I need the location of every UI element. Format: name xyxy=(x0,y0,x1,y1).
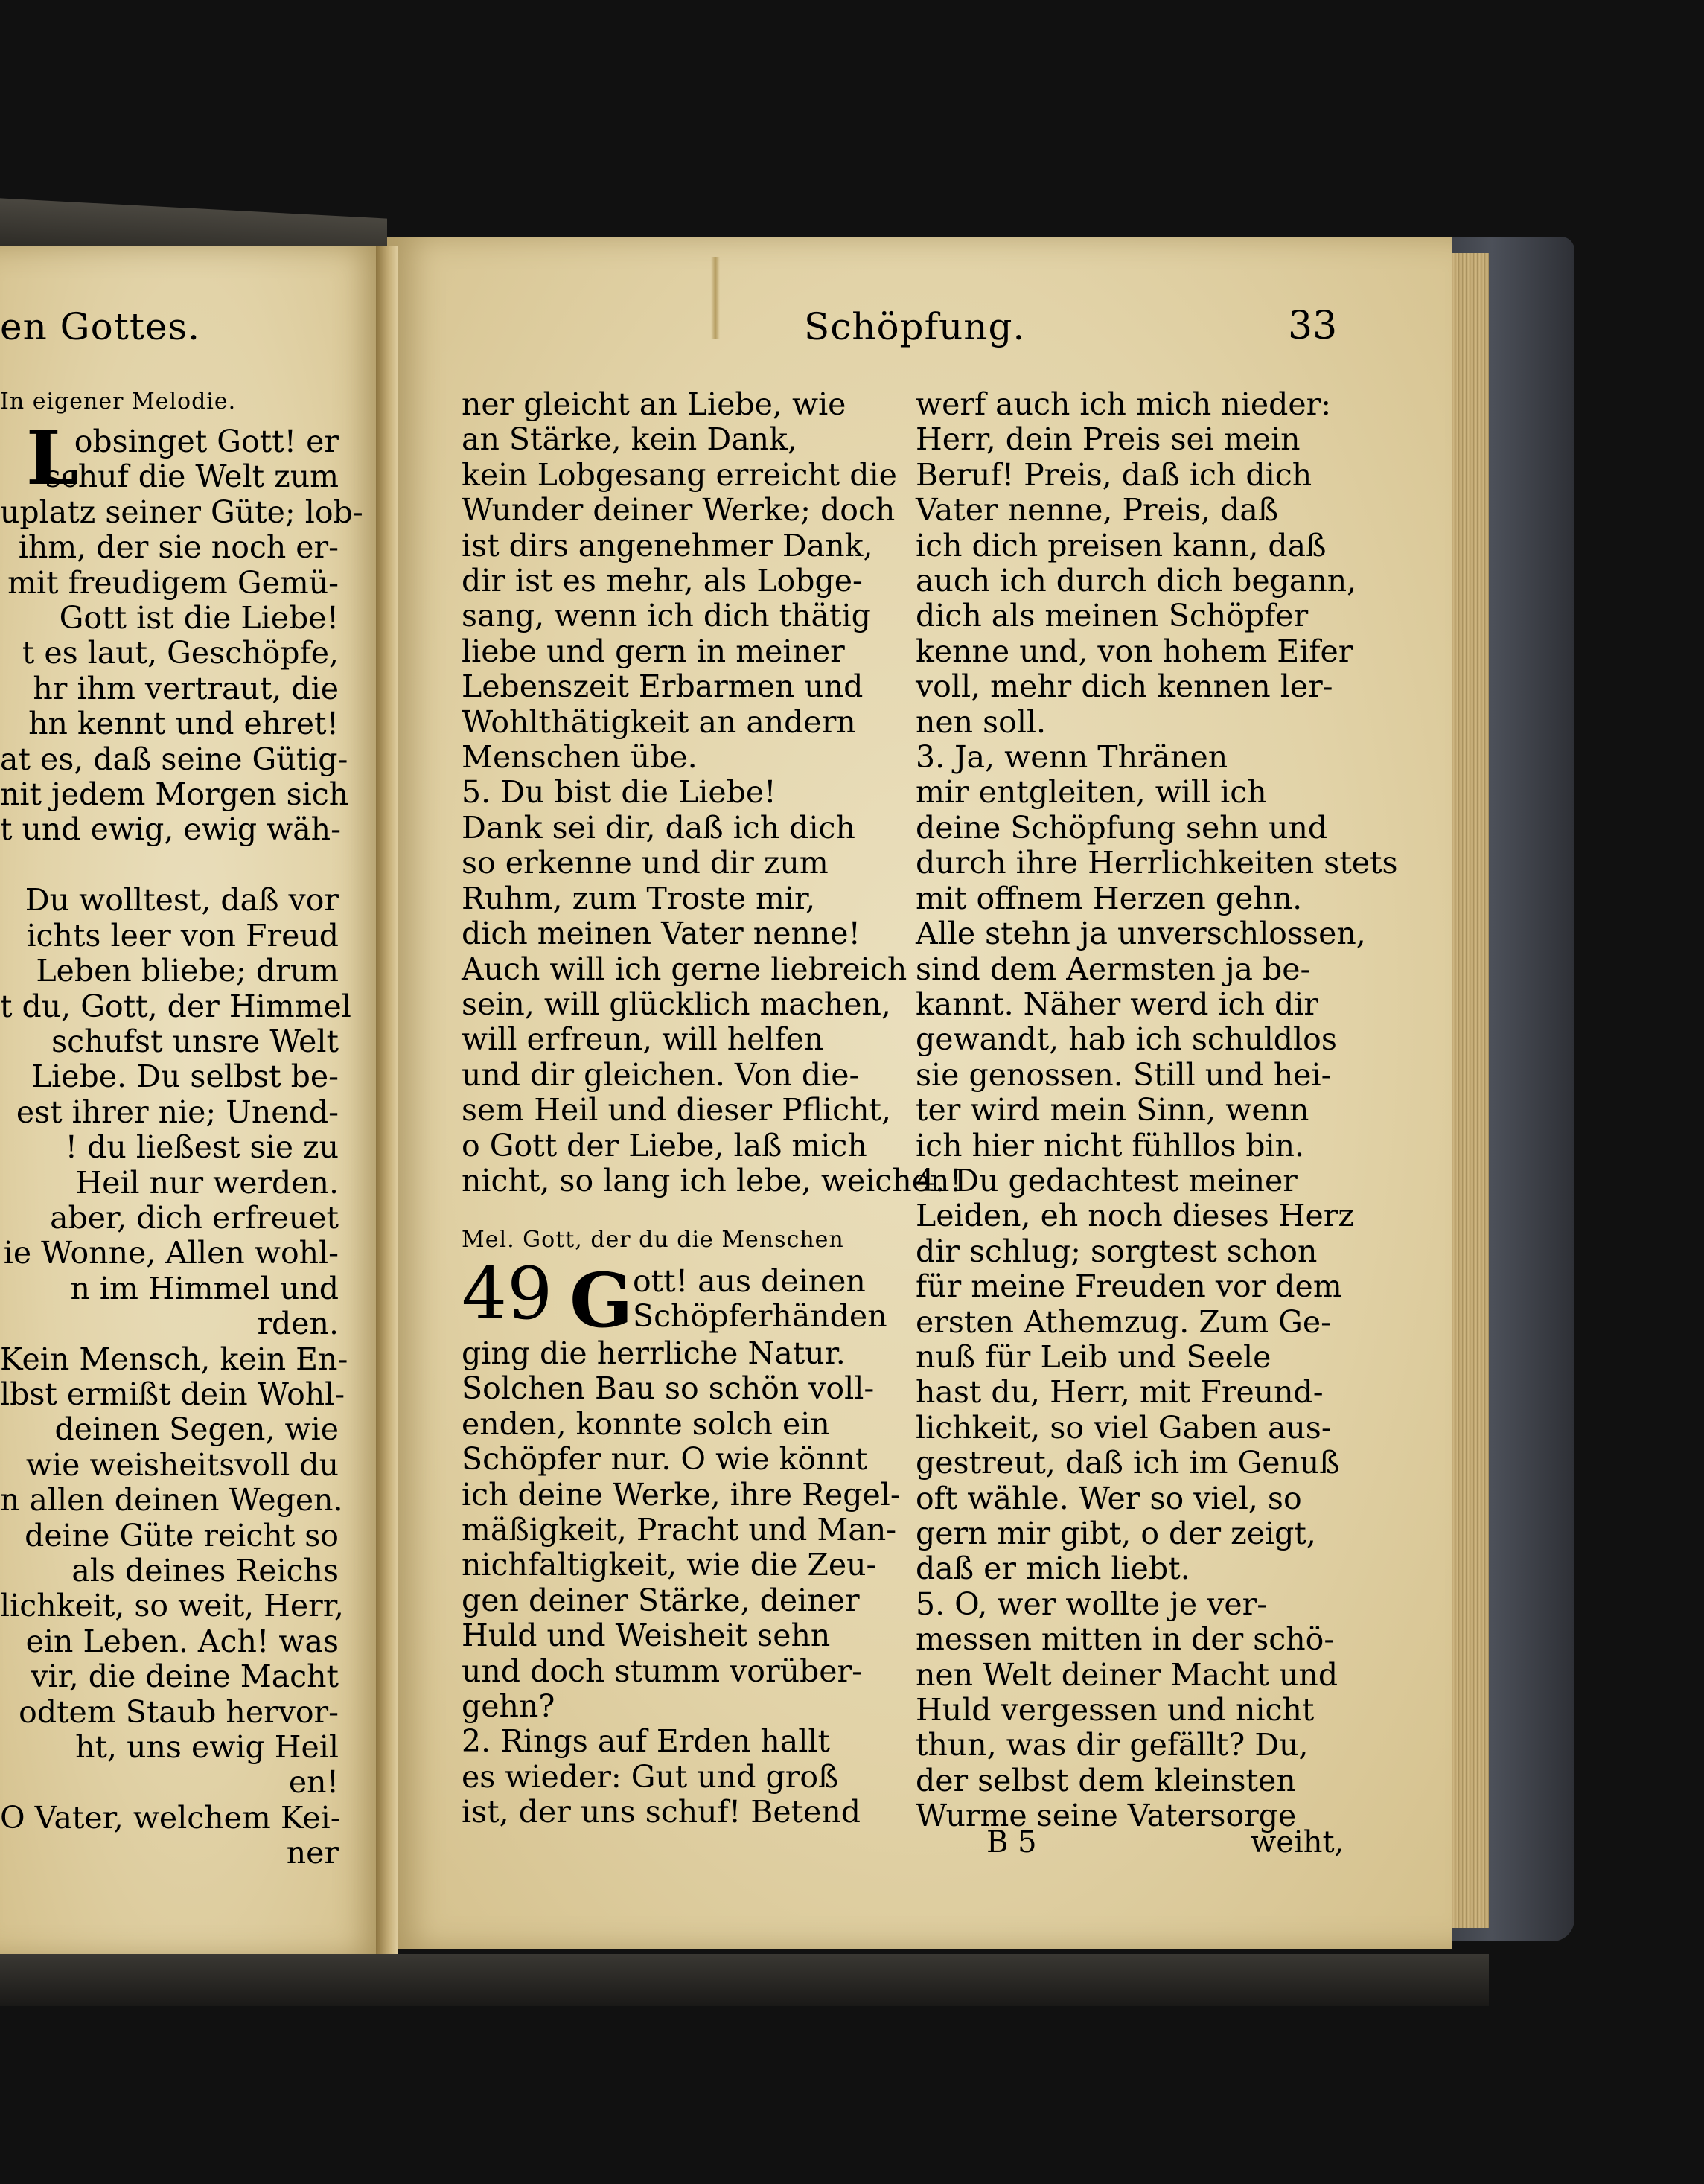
text-line: 5. O, wer wollte je ver- xyxy=(916,1586,1268,1622)
text-line: Vater nenne, Preis, daß xyxy=(916,492,1279,529)
text-line: mit freudigem Gemü- xyxy=(7,564,339,601)
text-line: est ihrer nie; Unend- xyxy=(16,1093,339,1130)
text-line: 3. Ja, wenn Thränen xyxy=(916,739,1228,776)
text-line: deine Schöpfung sehn und xyxy=(916,809,1328,846)
text-line: kein Lobgesang erreicht die xyxy=(462,456,897,493)
text-line: 5. Du bist die Liebe! xyxy=(462,774,776,811)
text-line: Wunder deiner Werke; doch xyxy=(462,492,896,529)
text-line: schuf die Welt zum xyxy=(45,459,339,495)
text-line: sang, wenn ich dich thätig xyxy=(462,598,871,634)
text-line: Alle stehn ja unverschlossen, xyxy=(916,916,1366,952)
text-line: lbst ermißt dein Wohl- xyxy=(0,1376,345,1412)
text-line: deine Güte reicht so xyxy=(25,1517,339,1554)
text-line: Huld vergessen und nicht xyxy=(916,1692,1315,1728)
text-line: ich hier nicht fühllos bin. xyxy=(916,1127,1305,1163)
text-line: gen deiner Stärke, deiner xyxy=(462,1582,860,1618)
text-line: Auch will ich gerne liebreich xyxy=(462,951,907,987)
text-line: Solchen Bau so schön voll- xyxy=(462,1370,875,1407)
text-line: obsinget Gott! er xyxy=(74,424,339,459)
text-line: kannt. Näher werd ich dir xyxy=(916,986,1318,1022)
page-number: 33 xyxy=(1288,304,1338,348)
text-line: ich dich preisen kann, daß xyxy=(916,527,1327,563)
text-line: aber, dich erfreuet xyxy=(50,1199,339,1236)
text-line: o Gott der Liebe, laß mich xyxy=(462,1127,867,1163)
text-line: ist, der uns schuf! Betend xyxy=(462,1794,861,1830)
text-line: für meine Freuden vor dem xyxy=(916,1268,1342,1305)
text-line: ging die herrliche Natur. xyxy=(462,1335,846,1371)
text-line: lichkeit, so weit, Herr, xyxy=(0,1588,344,1624)
text-line: und doch stumm vorüber- xyxy=(462,1653,862,1689)
text-line: ich deine Werke, ihre Regel- xyxy=(462,1476,901,1513)
text-line: Wurme seine Vatersorge xyxy=(916,1798,1297,1834)
text-line: sein, will glücklich machen, xyxy=(462,986,891,1022)
text-line: uplatz seiner Güte; lob- xyxy=(0,494,363,530)
text-line: Schöpferhänden xyxy=(633,1298,887,1335)
text-line: t du, Gott, der Himmel xyxy=(0,988,351,1024)
text-line: als deines Reichs xyxy=(71,1553,339,1588)
text-line xyxy=(0,848,339,883)
text-line: kenne und, von hohem Eifer xyxy=(916,633,1353,669)
middle-column-top xyxy=(462,386,962,1198)
text-line: Ruhm, zum Troste mir, xyxy=(462,880,816,916)
hymn-number: 49 xyxy=(462,1252,553,1335)
text-line: dir schlug; sorgtest schon xyxy=(916,1233,1318,1269)
text-line: lichkeit, so viel Gaben aus- xyxy=(916,1409,1332,1446)
text-line: Liebe. Du selbst be- xyxy=(31,1059,339,1095)
paper-tear xyxy=(711,257,720,339)
book-gutter xyxy=(376,246,398,1958)
text-line: hast du, Herr, mit Freund- xyxy=(916,1374,1324,1411)
text-line: ist dirs angenehmer Dank, xyxy=(462,527,873,563)
text-line: nichfaltigkeit, wie die Zeu- xyxy=(462,1547,877,1583)
text-line: n allen deinen Wegen. xyxy=(0,1482,343,1519)
left-dropcap: L xyxy=(26,414,79,502)
text-line: voll, mehr dich kennen ler- xyxy=(916,668,1333,705)
text-line: odtem Staub hervor- xyxy=(19,1693,339,1730)
text-line: gern mir gibt, o der zeigt, xyxy=(916,1516,1316,1551)
text-line: vir, die deine Macht xyxy=(31,1658,339,1695)
text-line: ichts leer von Freud xyxy=(26,917,339,954)
hymn-melody-note: Mel. Gott, der du die Menschen xyxy=(462,1227,844,1253)
hymn-dropcap: G xyxy=(569,1257,634,1344)
text-line: oft wähle. Wer so viel, so xyxy=(916,1480,1302,1516)
text-line: mäßigkeit, Pracht und Man- xyxy=(462,1512,897,1548)
text-line: durch ihre Herrlichkeiten stets xyxy=(916,845,1398,881)
text-line: ht, uns ewig Heil xyxy=(75,1729,339,1766)
text-line: en! xyxy=(288,1764,339,1801)
text-line: ter wird mein Sinn, wenn xyxy=(916,1092,1309,1128)
text-line: Du wolltest, daß vor xyxy=(25,882,339,919)
text-line: hn kennt und ehret! xyxy=(28,706,339,742)
text-line: wie weisheitsvoll du xyxy=(25,1446,339,1483)
right-column xyxy=(916,386,1398,1834)
right-running-head: Schöpfung. xyxy=(804,305,1026,348)
text-line: deinen Segen, wie xyxy=(54,1411,339,1448)
text-line: sind dem Aermsten ja be- xyxy=(916,951,1311,987)
text-line: Wohlthätigkeit an andern xyxy=(462,703,856,740)
text-line: Leben bliebe; drum xyxy=(36,953,339,989)
text-line: nuß für Leib und Seele xyxy=(916,1338,1271,1375)
text-line: und dir gleichen. Von die- xyxy=(462,1056,860,1093)
text-line: gewandt, hab ich schuldlos xyxy=(916,1021,1337,1058)
text-line: schufst unsre Welt xyxy=(51,1023,339,1059)
text-line: dich meinen Vater nenne! xyxy=(462,916,861,952)
book-cover-bottom xyxy=(0,1954,1489,2006)
text-line: Menschen übe. xyxy=(462,739,698,776)
text-line: ihm, der sie noch er- xyxy=(18,529,339,566)
text-line: Lebenszeit Erbarmen und xyxy=(462,668,864,705)
text-line: 2. Rings auf Erden hallt xyxy=(462,1723,830,1760)
text-line: will erfreun, will helfen xyxy=(462,1021,824,1058)
text-line: mit offnem Herzen gehn. xyxy=(916,880,1303,916)
text-line: t es laut, Geschöpfe, xyxy=(22,635,339,671)
text-line: sem Heil und dieser Pflicht, xyxy=(462,1092,892,1128)
left-running-head: en Gottes. xyxy=(0,305,201,348)
text-line: ner xyxy=(286,1835,339,1871)
text-line: liebe und gern in meiner xyxy=(462,633,845,669)
text-line: nen Welt deiner Macht und xyxy=(916,1656,1338,1693)
text-line: Leiden, eh noch dieses Herz xyxy=(916,1198,1354,1234)
text-line: enden, konnte solch ein xyxy=(462,1405,830,1442)
text-line: es wieder: Gut und groß xyxy=(462,1758,839,1795)
text-line: hr ihm vertraut, die xyxy=(33,670,339,706)
text-line: an Stärke, kein Dank, xyxy=(462,421,797,458)
text-line: dich als meinen Schöpfer xyxy=(916,598,1309,634)
text-line: Herr, dein Preis sei mein xyxy=(916,421,1301,458)
left-text-column xyxy=(0,424,363,1871)
hymn-start-lines xyxy=(633,1264,886,1335)
text-line: thun, was dir gefällt? Du, xyxy=(916,1727,1309,1763)
text-line: 4. Du gedachtest meiner xyxy=(916,1162,1298,1198)
text-line: nicht, so lang ich lebe, weichen! xyxy=(462,1162,962,1198)
text-line: der selbst dem kleinsten xyxy=(916,1762,1296,1798)
text-line: gestreut, daß ich im Genuß xyxy=(916,1445,1340,1481)
text-line: Dank sei dir, daß ich dich xyxy=(462,809,855,846)
text-line: ! du ließest sie zu xyxy=(65,1129,339,1166)
text-line: nit jedem Morgen sich xyxy=(0,776,349,813)
text-line: Schöpfer nur. O wie könnt xyxy=(462,1441,868,1478)
text-line: sie genossen. Still und hei- xyxy=(916,1056,1332,1093)
catchword: weiht, xyxy=(1251,1825,1344,1859)
text-line: Gott ist die Liebe! xyxy=(59,600,339,636)
text-line: n im Himmel und xyxy=(70,1270,339,1306)
text-line: Heil nur werden. xyxy=(75,1164,339,1201)
text-line: auch ich durch dich begann, xyxy=(916,563,1357,599)
text-line: ersten Athemzug. Zum Ge- xyxy=(916,1303,1331,1340)
text-line: O Vater, welchem Kei- xyxy=(0,1799,341,1836)
text-line: gehn? xyxy=(462,1688,555,1725)
text-line: ott! aus deinen xyxy=(633,1263,866,1299)
text-line: werf auch ich mich nieder: xyxy=(916,386,1332,422)
text-line: nen soll. xyxy=(916,703,1047,740)
text-line: dir ist es mehr, als Lobge- xyxy=(462,563,863,599)
text-line: t und ewig, ewig wäh- xyxy=(0,811,341,848)
text-line: ie Wonne, Allen wohl- xyxy=(3,1235,339,1271)
text-line: rden. xyxy=(257,1306,339,1342)
signature-mark: B 5 xyxy=(986,1825,1037,1859)
text-line: Kein Mensch, kein En- xyxy=(0,1341,348,1377)
middle-column-bottom xyxy=(462,1335,901,1830)
text-line: ner gleicht an Liebe, wie xyxy=(462,386,846,422)
text-line: at es, daß seine Gütig- xyxy=(0,741,348,777)
text-line: daß er mich liebt. xyxy=(916,1551,1190,1587)
text-line: so erkenne und dir zum xyxy=(462,845,829,881)
left-melody-note: In eigener Melodie. xyxy=(0,389,237,415)
text-line: mir entgleiten, will ich xyxy=(916,774,1267,811)
text-line: ein Leben. Ach! was xyxy=(25,1623,339,1659)
text-line: messen mitten in der schö- xyxy=(916,1621,1335,1658)
text-line: Huld und Weisheit sehn xyxy=(462,1618,831,1654)
text-line: Beruf! Preis, daß ich dich xyxy=(916,456,1312,493)
